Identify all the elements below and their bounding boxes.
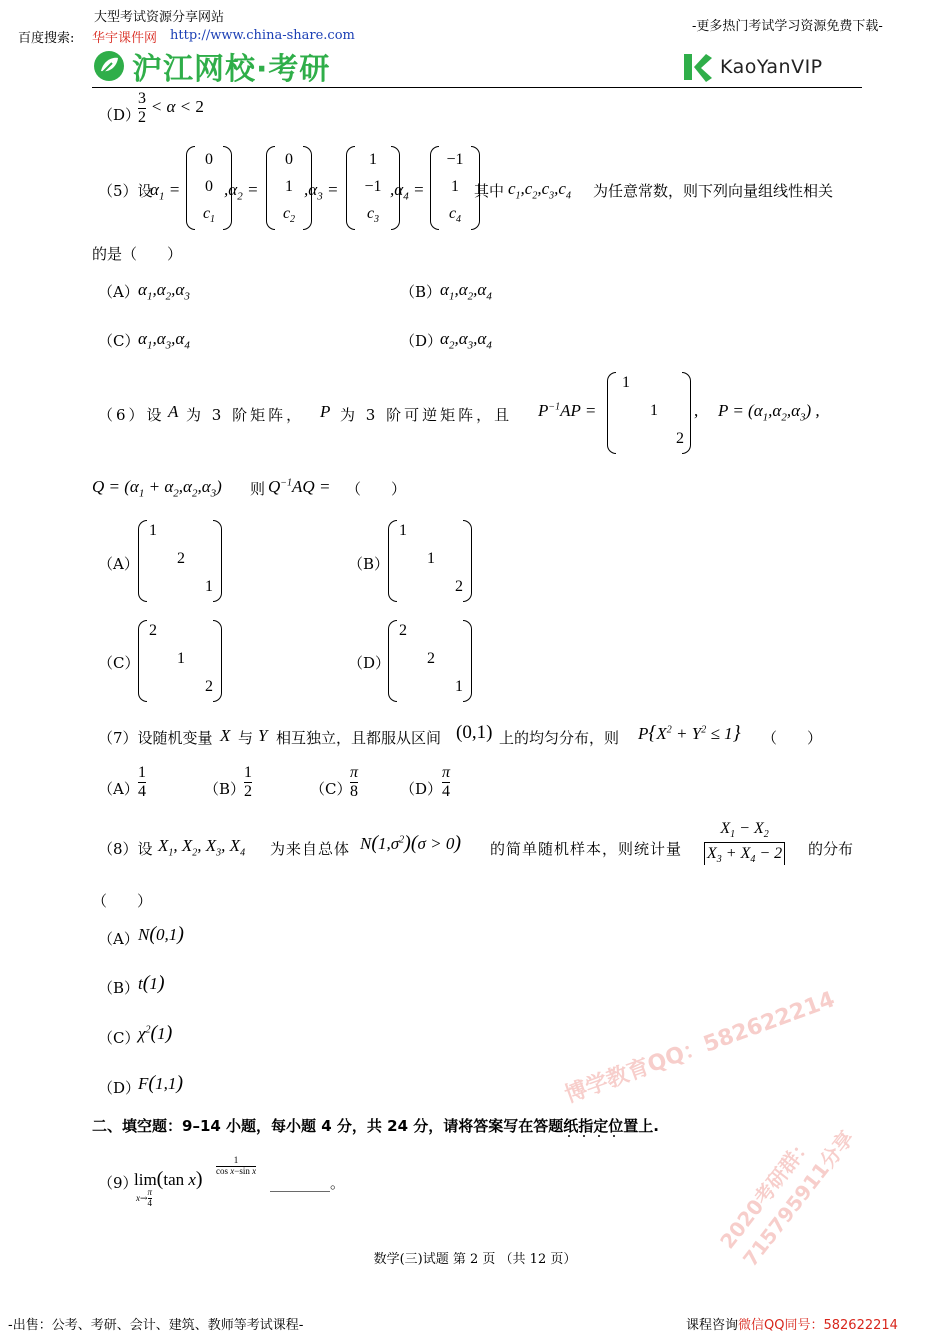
q6-diagonal-matrix: 1 1 2 xyxy=(607,372,691,454)
q6-label: （6）设 xyxy=(98,406,165,424)
q8-sample-vars: $X_1$, $X_2$, $X_3$, $X_4$ xyxy=(158,836,246,859)
site-name: 华宇课件网 xyxy=(92,31,158,46)
q9-answer-blank[interactable]: ________。 xyxy=(270,1174,346,1192)
hujiang-logo xyxy=(92,46,330,86)
q7-interval: (0,1) xyxy=(456,722,493,743)
q7-option-d-label: （D） xyxy=(400,780,443,798)
q5-option-b-formula: $\alpha_1,\alpha_2,\alpha_4$ xyxy=(440,280,492,303)
q8-text3: 的分布 xyxy=(808,840,854,858)
q5-label: （5）设 xyxy=(98,182,153,200)
header-slogan: -更多热门考试学习资源免费下载- xyxy=(692,19,883,34)
emphasis-dot xyxy=(583,1135,585,1137)
q7-label: （7）设随机变量 xyxy=(98,729,213,747)
q7-probability-expr: $P\{X^2 + Y^2 \le 1\}$ xyxy=(638,722,741,744)
q8-option-d-label: （D） xyxy=(98,1079,141,1097)
q6-matrix-a: A xyxy=(168,402,179,421)
q7-option-c-label: （C） xyxy=(310,780,352,798)
emphasis-dot xyxy=(613,1135,615,1137)
q8-text1: 为来自总体 xyxy=(270,840,351,858)
q6-option-d-matrix: 2 2 1 xyxy=(388,620,472,702)
q8-option-d-value: F(1,1) xyxy=(138,1072,183,1094)
q5-tail-text-2: 为任意常数，则下列向量组线性相关 xyxy=(593,182,834,200)
emphasis-dot xyxy=(598,1135,600,1137)
q4-option-d-label: （D） xyxy=(98,106,141,124)
q6-target-expr: $Q^{-1}AQ$ = xyxy=(268,477,331,496)
hujiang-logo-text: 沪江网校·考研 xyxy=(132,52,331,87)
watermark-qq: 博学教育QQ：582622214 xyxy=(561,987,839,1109)
q8-statistic: $\frac{X_1 - X_2}{X_3 + X_4 - 2}$ xyxy=(704,820,785,865)
vector-alpha3: 1 −1 $c_3$ xyxy=(346,146,400,230)
q9-limit-sub: x→ $\frac{\pi}{4}$ xyxy=(136,1187,153,1208)
site-url-link[interactable]: http://www.china-share.com xyxy=(170,28,355,43)
q6-q-definition: $Q = (\alpha_1 + \alpha_2,\alpha_2,\alpha_3)$ xyxy=(92,477,222,500)
q5-option-c-formula: $\alpha_1,\alpha_3,\alpha_4$ xyxy=(138,329,190,352)
q5-option-c-label: （C） xyxy=(98,332,140,350)
q7-paren: （ ） xyxy=(762,729,823,747)
bottom-sales-text: -出售：公考、考研、会计、建筑、教师等考试课程- xyxy=(8,1318,304,1333)
q6-text2: 为 3 阶可逆矩阵，且 xyxy=(340,406,513,424)
q5-option-a-formula: $\alpha_1,\alpha_2,\alpha_3$ xyxy=(138,280,190,303)
q8-paren: （ ） xyxy=(92,892,153,910)
q6-option-d-label: （D） xyxy=(348,654,391,672)
q6-matrix-p: P xyxy=(320,402,331,421)
site-tagline: 大型考试资源分享网站 xyxy=(94,10,225,25)
vector-alpha1: 0 0 $c_1$ xyxy=(186,146,232,230)
q8-option-a-value: N(0,1) xyxy=(138,923,184,945)
kaoyanvip-logo xyxy=(680,50,823,84)
q7-option-b-label: （B） xyxy=(204,780,246,798)
q6-option-c-matrix: 2 1 2 xyxy=(138,620,222,702)
q6-then: 则 xyxy=(250,480,266,498)
q6-text1: 为 3 阶矩阵， xyxy=(186,406,305,424)
q7-option-b-value: $\frac{1}{2}$ xyxy=(244,764,252,800)
q6-option-c-label: （C） xyxy=(98,654,140,672)
q6-p-definition: $P = (\alpha_1,\alpha_2,\alpha_3)$ , xyxy=(718,401,820,424)
q8-population: $N(1,\sigma^2)(\sigma > 0)$ xyxy=(360,832,462,854)
baidu-search-label: 百度搜索: xyxy=(18,31,75,46)
q5-option-b-label: （B） xyxy=(400,283,442,301)
q5-option-d-formula: $\alpha_2,\alpha_3,\alpha_4$ xyxy=(440,329,492,352)
emphasis-dot xyxy=(568,1135,570,1137)
bottom-consult-label: 课程咨询 xyxy=(686,1318,739,1333)
section-2-heading: 二、填空题：9–14 小题，每小题 4 分，共 24 分，请将答案写在答题纸指定位置上. xyxy=(92,1117,659,1135)
leaf-icon xyxy=(92,49,126,83)
q9-label: （9） xyxy=(98,1174,138,1192)
page-number: 数学(三)试题 第 2 页 （共 12 页） xyxy=(373,1252,577,1267)
q7-text1: 与 xyxy=(238,729,254,747)
alpha1-symbol: $\alpha_1$ = xyxy=(150,180,181,203)
q9-exponent: $\frac{1}{\text{cos x−sin x}}$ xyxy=(216,1155,257,1176)
bottom-consult-number: 582622214 xyxy=(823,1318,898,1333)
q8-option-c-label: （C） xyxy=(98,1029,140,1047)
q7-option-c-value: $\frac{\pi}{8}$ xyxy=(350,764,359,800)
q6-option-b-label: （B） xyxy=(348,555,390,573)
kaoyanvip-logo-text: KaoYanVIP xyxy=(720,56,823,78)
q8-text2: 的简单随机样本，则统计量 xyxy=(490,840,683,858)
q7-var-y: Y xyxy=(258,726,268,745)
q4-option-d-formula: $\frac{3}{2}$ < α < 2 xyxy=(138,90,204,126)
q5-option-a-label: （A） xyxy=(98,283,139,301)
q7-option-a-value: $\frac{1}{4}$ xyxy=(138,764,146,800)
q5-constants: $c_1,c_2,c_3,c_4$ xyxy=(508,179,571,202)
vector-alpha4: −1 1 $c_4$ xyxy=(430,146,480,230)
vector-alpha2: 0 1 $c_2$ xyxy=(266,146,312,230)
q7-option-a-label: （A） xyxy=(98,780,139,798)
q7-var-x: X xyxy=(220,726,231,745)
header-rule xyxy=(92,87,862,88)
k-logo-icon xyxy=(680,50,714,84)
watermark-group: 2020考研群：715795911分享 xyxy=(715,1126,859,1272)
q9-limit-expr: lim(tan x) xyxy=(134,1168,203,1190)
q6-paren: （ ） xyxy=(346,480,407,498)
q5-line2: 的是（ ） xyxy=(92,245,183,263)
q6-option-b-matrix: 1 1 2 xyxy=(388,520,472,602)
q6-option-a-matrix: 1 2 1 xyxy=(138,520,222,602)
bottom-consult xyxy=(686,1314,898,1333)
q5-tail-text: 其中 xyxy=(474,182,505,200)
q7-text3: 上的均匀分布，则 xyxy=(499,729,620,747)
q8-option-a-label: （A） xyxy=(98,930,139,948)
q7-text2: 相互独立，且都服从区间 xyxy=(276,729,442,747)
q5-option-d-label: （D） xyxy=(400,332,443,350)
q8-option-c-value: $\chi^2(1)$ xyxy=(138,1022,173,1044)
bottom-consult-highlight: 微信QQ同号： xyxy=(738,1318,824,1333)
q6-similarity-lhs: $P^{-1}AP$ = xyxy=(538,401,597,420)
alpha3-symbol: $,\alpha_3$ = xyxy=(304,180,339,203)
q8-option-b-value: t(1) xyxy=(138,972,165,994)
q8-label: （8）设 xyxy=(98,840,153,858)
q6-comma: , xyxy=(694,401,699,420)
alpha2-symbol: $,\alpha_2$ = xyxy=(224,180,259,203)
q8-option-b-label: （B） xyxy=(98,979,140,997)
alpha4-symbol: $,\alpha_4$ = xyxy=(390,180,425,203)
q6-option-a-label: （A） xyxy=(98,555,139,573)
q7-option-d-value: $\frac{\pi}{4}$ xyxy=(442,764,451,800)
